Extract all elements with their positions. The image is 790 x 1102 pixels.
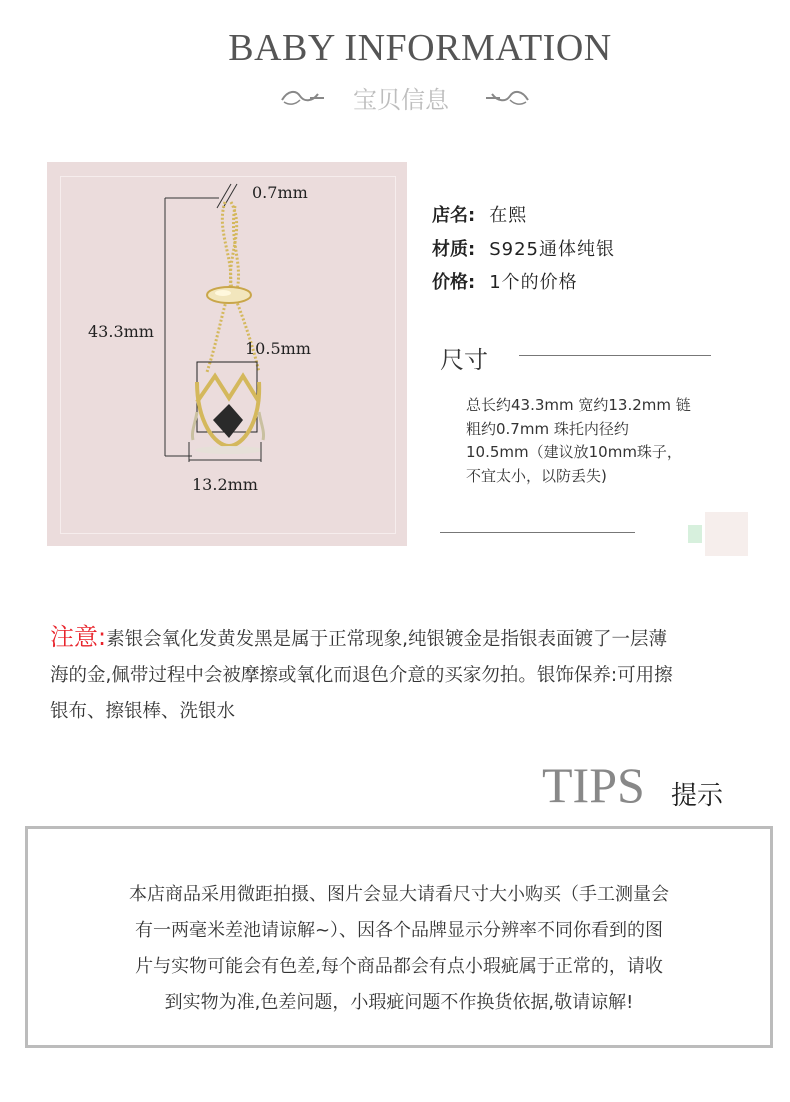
divider [519,355,711,356]
material-label: 材质: [432,239,476,260]
dim-inner-label: 10.5mm [245,339,311,358]
notice-line: 银布、擦银棒、洗银水 [50,701,236,722]
size-line: 10.5mm（建议放10mm珠子， [466,443,682,461]
tips-line: 本店商品采用微距拍摄、图片会显大请看尺寸大小购买（手工测量会 [129,884,669,905]
notice-label: 注意: [50,623,107,651]
size-description [466,394,736,488]
decoration [688,525,702,543]
decoration [705,512,748,556]
size-line: 粗约0.7mm 珠托内径约 [466,419,629,438]
size-line: 总长约43.3mm 宽约13.2mm 链 [466,396,691,414]
flourish-right-icon [484,86,530,108]
dim-wire-label: 0.7mm [252,183,308,202]
page-title: BABY INFORMATION [228,27,612,69]
price-label: 价格: [432,272,476,293]
material-row [432,235,615,261]
notice [50,619,762,730]
notice-text: 素银会氧化发黄发黑是属于正常现象,纯银镀金是指银表面镀了一层薄 [106,629,667,650]
dim-width-label: 13.2mm [192,475,258,494]
price-row [432,268,578,294]
size-line: 不宜太小，以防丢失) [466,466,607,485]
size-heading: 尺寸 [440,346,488,374]
material-value: S925通体纯银 [489,239,615,260]
tips-line: 有一两毫米差池请谅解~）、因各个品牌显示分辨率不同你看到的图 [134,920,664,941]
flourish-left-icon [280,86,326,108]
price-value: 1个的价格 [489,272,578,293]
divider [440,532,635,533]
subtitle [280,80,530,114]
tips-line: 到实物为准,色差问题，小瑕疵问题不作换货依据,敬请谅解! [164,992,634,1013]
notice-line [50,619,762,658]
subtitle-text: 宝贝信息 [353,86,449,114]
product-photo [47,162,407,546]
notice-line: 海的金,佩带过程中会被摩擦或氧化而退色介意的买家勿拍。银饰保养:可用擦 [50,665,673,686]
store-value: 在熙 [489,205,528,226]
tips-title: TIPS [542,757,645,813]
tips-box [25,826,773,1048]
tips-subtitle: 提示 [671,781,724,811]
tips-line: 片与实物可能会有色差,每个商品都会有点小瑕疵属于正常的，请收 [135,956,663,977]
store-row [432,201,527,227]
tips-text [28,877,770,1021]
dim-length-label: 43.3mm [88,322,154,341]
store-label: 店名: [432,205,476,226]
